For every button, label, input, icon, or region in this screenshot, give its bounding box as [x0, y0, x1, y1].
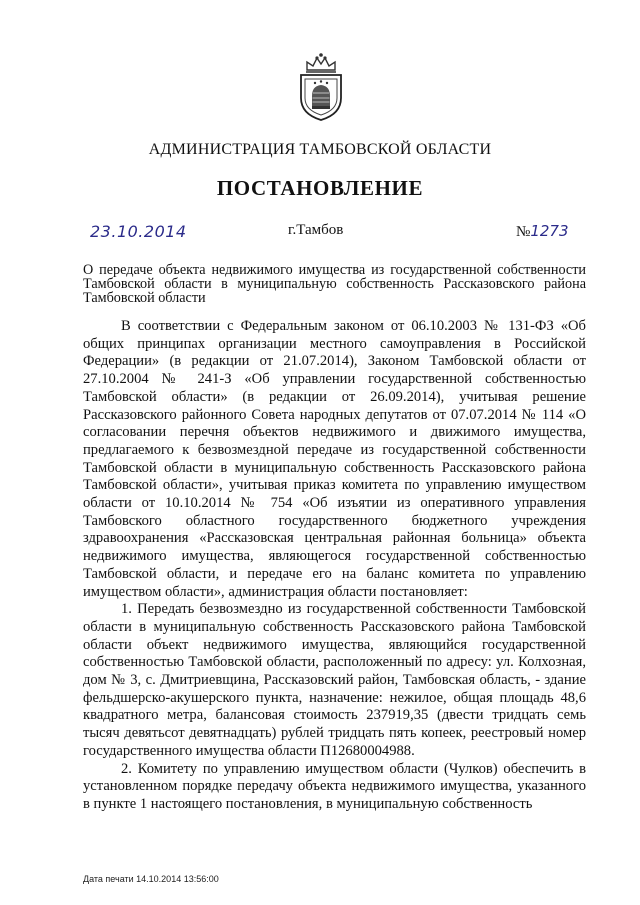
document-subject: О передаче объекта недвижимого имущества из государственной собственности Тамбовской области в муниципальную собственность Рассказовского района Тамбовской области — [83, 262, 586, 306]
document-body — [83, 318, 586, 814]
organization-title: АДМИНИСТРАЦИЯ ТАМБОВСКОЙ ОБЛАСТИ — [148, 141, 492, 158]
document-number — [516, 222, 569, 241]
document-type-title: ПОСТАНОВЛЕНИЕ — [216, 176, 424, 200]
number-value: 1273 — [530, 222, 569, 240]
coat-of-arms-icon — [295, 52, 347, 122]
number-prefix: № — [516, 224, 531, 240]
print-date-footer: Дата печати 14.10.2014 13:56:00 — [83, 874, 219, 884]
document-date: 23.10.2014 — [90, 222, 187, 241]
body-paragraph-item-1: 1. Передать безвозмездно из государственной собственности Тамбовской области в муниципальную собственность Рассказовского района Тамбовской области объект недвижимого имущества, являющийся государственной собственностью Тамбовской области, расположенный по адресу: ул. Колхозная, дом № 3, с. Дмитриевщина, Рассказовский район, Тамбовская область, - здание фельдшерско-акушерского пункта, назначение: нежилое, общая площадь 48,6 квадратного метра, балансовая стоимость 237919,35 (двести тридцать семь тысяч девятьсот девятнадцать) рублей тридцать пять копеек, реестровый номер государственного имущества области П12680004988. — [83, 601, 586, 759]
document-city: г.Тамбов — [288, 222, 344, 238]
body-paragraph-item-2: 2. Комитету по управлению имуществом области (Чулков) обеспечить в установленном порядке передачу объекта недвижимого имущества, указанного в пункте 1 настоящего постановления, в муниципальную собственность — [83, 760, 586, 812]
body-paragraph-preamble: В соответствии с Федеральным законом от 06.10.2003 № 131-ФЗ «Об общих принципах организации местного самоуправления в Российской Федерации» (в редакции от 21.07.2014), Законом Тамбовской области от 27.10.2004 № 241-З «Об управлении государственной собственностью Тамбовской области» (в редакции от 26.09.2014), учитывая решение Рассказовского районного Совета народных депутатов от 07.07.2014 № 114 «О согласовании перечня объектов недвижимого и движимого имущества, предлагаемого к безвозмездной передаче из государственной собственности Тамбовской области в муниципальную собственность Рассказовского района Тамбовской области», учитывая приказ комитета по управлению имуществом области от 10.10.2014 № 754 «Об изъятии из оперативного управления Тамбовского областного государственного бюджетного учреждения здравоохранения «Рассказовская центральная районная больница» объекта недвижимого имущества, являющегося государственной собственностью Тамбовской области, и передаче его на баланс комитета по управлению имуществом области», администрация области постановляет: — [83, 318, 586, 600]
